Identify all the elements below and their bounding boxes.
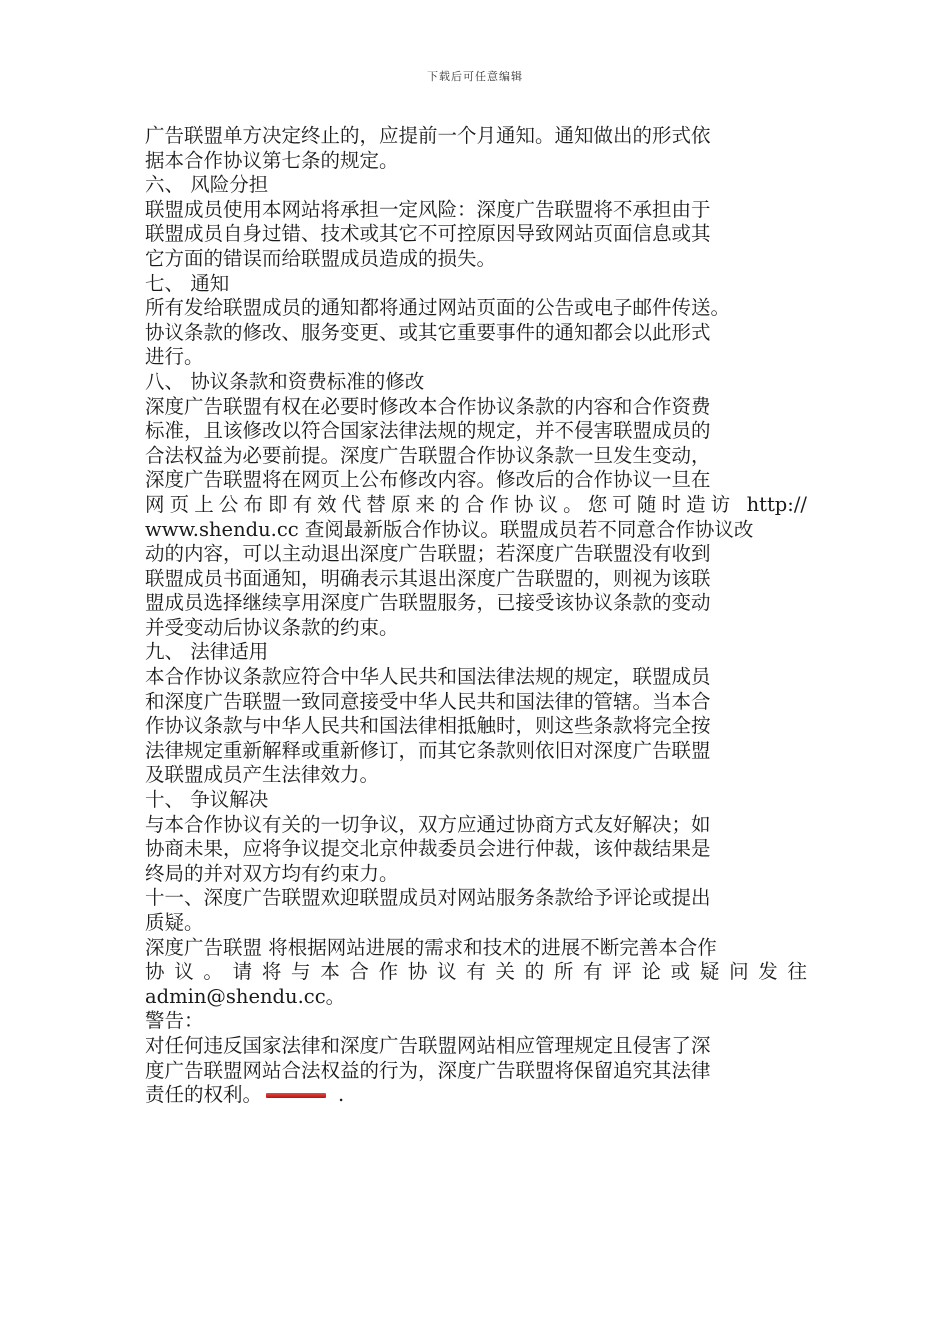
last-line-text: 责任的权利。: [145, 1083, 263, 1107]
text-line: 联盟成员使用本网站将承担一定风险：深度广告联盟将不承担由于: [145, 197, 711, 221]
text-line: 协议。请将与本合作协议有关的所有评论或疑问发往: [145, 960, 807, 984]
section-heading: 六、 风险分担: [145, 173, 269, 197]
text-line: 动的内容，可以主动退出深度广告联盟；若深度广告联盟没有收到: [145, 542, 711, 566]
section-heading: 十、 争议解决: [145, 788, 269, 812]
text-line: 协商未果，应将争议提交北京仲裁委员会进行仲裁，该仲裁结果是: [145, 837, 711, 861]
text-line: 网页上公布即有效代替原来的合作协议。您可随时造访 http://: [145, 492, 807, 516]
text-line: 合法权益为必要前提。深度广告联盟合作协议条款一旦发生变动，: [145, 443, 711, 467]
red-mark-decoration: [266, 1093, 326, 1098]
text-line: 标准，且该修改以符合国家法律法规的规定，并不侵害联盟成员的: [145, 419, 711, 443]
page-header: 下载后可任意编辑: [427, 70, 523, 83]
section-heading: 八、 协议条款和资费标准的修改: [145, 369, 425, 393]
text-line: 与本合作协议有关的一切争议，双方应通过协商方式友好解决；如: [145, 812, 711, 836]
text-line: 联盟成员书面通知，明确表示其退出深度广告联盟的，则视为该联: [145, 566, 711, 590]
text-line: 终局的并对双方均有约束力。: [145, 861, 399, 885]
text-line: 联盟成员自身过错、技术或其它不可控原因导致网站页面信息或其: [145, 222, 711, 246]
text-line: 广告联盟单方决定终止的，应提前一个月通知。通知做出的形式依: [145, 124, 711, 147]
text-line: 它方面的错误而给联盟成员造成的损失。: [145, 246, 497, 270]
text-line: 据本合作协议第七条的规定。: [145, 148, 399, 172]
text-line: 进行。: [145, 345, 204, 369]
section-heading: 九、 法律适用: [145, 640, 269, 664]
text-line: 对任何违反国家法律和深度广告联盟网站相应管理规定且侵害了深: [145, 1033, 711, 1057]
warning-heading: 警告：: [145, 1009, 204, 1033]
text-line: 作协议条款与中华人民共和国法律相抵触时，则这些条款将完全按: [145, 714, 711, 738]
text-line: 盟成员选择继续享用深度广告联盟服务，已接受该协议条款的变动: [145, 591, 711, 615]
text-line: 质疑。: [145, 911, 204, 934]
text-line: www.shendu.cc 查阅最新版合作协议。联盟成员若不同意合作协议改: [145, 517, 754, 541]
text-line: 法律规定重新解释或重新修订，而其它条款则依旧对深度广告联盟: [145, 738, 711, 762]
text-line: 度广告联盟网站合法权益的行为，深度广告联盟将保留追究其法律: [145, 1058, 711, 1082]
text-line: 深度广告联盟有权在必要时修改本合作协议条款的内容和合作资费: [145, 394, 711, 418]
text-line: 并受变动后协议条款的约束。: [145, 615, 399, 639]
document-body: [145, 124, 807, 1108]
text-line: 及联盟成员产生法律效力。: [145, 763, 380, 787]
email-text: admin@shendu.cc。: [145, 984, 346, 1008]
text-line: 深度广告联盟将在网页上公布修改内容。修改后的合作协议一旦在: [145, 468, 711, 492]
text-line: 协议条款的修改、服务变更、或其它重要事件的通知都会以此形式: [145, 320, 711, 344]
section-heading: 十一、深度广告联盟欢迎联盟成员对网站服务条款给予评论或提出: [145, 886, 711, 910]
last-line-tail: .: [338, 1083, 345, 1107]
section-heading: 七、 通知: [145, 271, 230, 295]
text-line: 本合作协议条款应符合中华人民共和国法律法规的规定，联盟成员: [145, 665, 711, 689]
text-line-last: [145, 1083, 807, 1108]
text-line: 和深度广告联盟一致同意接受中华人民共和国法律的管辖。当本合: [145, 689, 711, 713]
text-line: 所有发给联盟成员的通知都将通过网站页面的公告或电子邮件传送。: [145, 296, 731, 320]
text-line: 深度广告联盟 将根据网站进展的需求和技术的进展不断完善本合作: [145, 935, 717, 959]
